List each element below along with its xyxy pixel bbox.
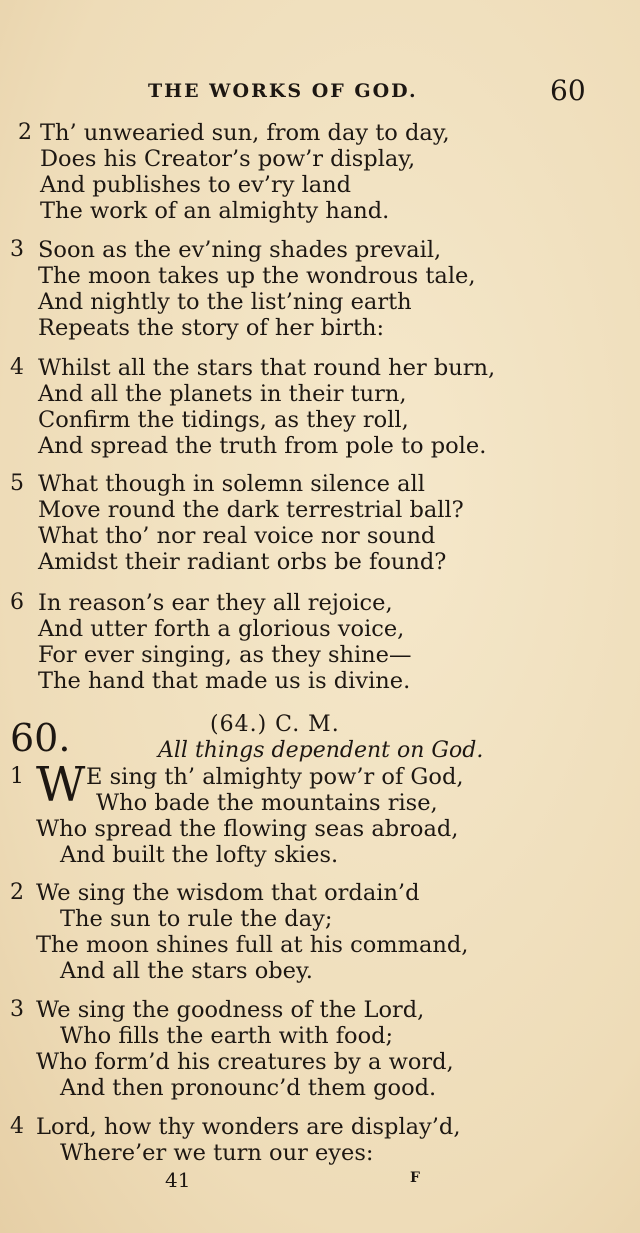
stanza-number: 5: [10, 471, 24, 496]
verse-line: Th’ unwearied sun, from day to day,: [40, 120, 450, 146]
verse-line: Repeats the story of her birth:: [38, 315, 385, 341]
verse-line: For ever singing, as they shine—: [38, 642, 412, 668]
verse-line: And nightly to the list’ning earth: [38, 289, 412, 315]
verse-line: E sing th’ almighty pow’r of God,: [86, 764, 464, 790]
verse-line: And all the planets in their turn,: [38, 381, 407, 407]
stanza-number: 2: [18, 120, 32, 145]
page-number: 60: [550, 74, 586, 107]
hymn-meter: (64.) C. M.: [210, 712, 340, 737]
hymn-heading: [0, 708, 640, 768]
verse-line: Who bade the mountains rise,: [96, 790, 438, 816]
page-footer: [0, 1168, 640, 1192]
stanza-number: 2: [10, 880, 24, 905]
stanza-number: 4: [10, 1114, 24, 1139]
verse-line: The hand that made us is divine.: [38, 668, 411, 694]
verse-line: Who fills the earth with food;: [60, 1023, 394, 1049]
verse-line: And publishes to ev’ry land: [40, 172, 352, 198]
signature-letter: F: [410, 1170, 420, 1186]
verse-line: What though in solemn silence all: [38, 471, 425, 497]
verse-line: Move round the dark terrestrial ball?: [38, 497, 464, 523]
verse-line: Who form’d his creatures by a word,: [36, 1049, 454, 1075]
verse-line: In reason’s ear they all rejoice,: [38, 590, 393, 616]
hymn-number: 60.: [10, 716, 71, 760]
verse-line: What tho’ nor real voice nor sound: [38, 523, 436, 549]
verse-line: The moon takes up the wondrous tale,: [38, 263, 476, 289]
verse-line: Does his Creator’s pow’r display,: [40, 146, 416, 172]
verse-line: And spread the truth from pole to pole.: [38, 433, 487, 459]
drop-cap: W: [36, 757, 86, 813]
verse-line: Where’er we turn our eyes:: [60, 1140, 374, 1166]
verse-line: We sing the wisdom that ordain’d: [36, 880, 420, 906]
verse-line: The sun to rule the day;: [60, 906, 333, 932]
verse-line: Soon as the ev’ning shades prevail,: [38, 237, 442, 263]
verse-line: The moon shines full at his command,: [36, 932, 469, 958]
page-header: [0, 74, 640, 108]
stanza-number: 3: [10, 237, 24, 262]
verse-line: Who spread the flowing seas abroad,: [36, 816, 459, 842]
stanza-number: 1: [10, 764, 24, 789]
verse-line: Confirm the tidings, as they roll,: [38, 407, 409, 433]
stanza-number: 6: [10, 590, 24, 615]
verse-line: Whilst all the stars that round her burn,: [38, 355, 496, 381]
verse-line: Lord, how thy wonders are display’d,: [36, 1114, 461, 1140]
verse-line: Amidst their radiant orbs be found?: [38, 549, 447, 575]
running-title: THE WORKS OF GOD.: [148, 80, 418, 102]
stanza-number: 3: [10, 997, 24, 1022]
verse-line: The work of an almighty hand.: [40, 198, 390, 224]
verse-line: And all the stars obey.: [60, 958, 313, 984]
verse-line: And then pronounc’d them good.: [60, 1075, 437, 1101]
stanza-number: 4: [10, 355, 24, 380]
hymn-subtitle: All things dependent on God.: [158, 738, 484, 763]
verse-line: And utter forth a glorious voice,: [38, 616, 405, 642]
verse-line: We sing the goodness of the Lord,: [36, 997, 425, 1023]
verse-line: And built the lofty skies.: [60, 842, 339, 868]
signature-number: 41: [165, 1168, 191, 1192]
